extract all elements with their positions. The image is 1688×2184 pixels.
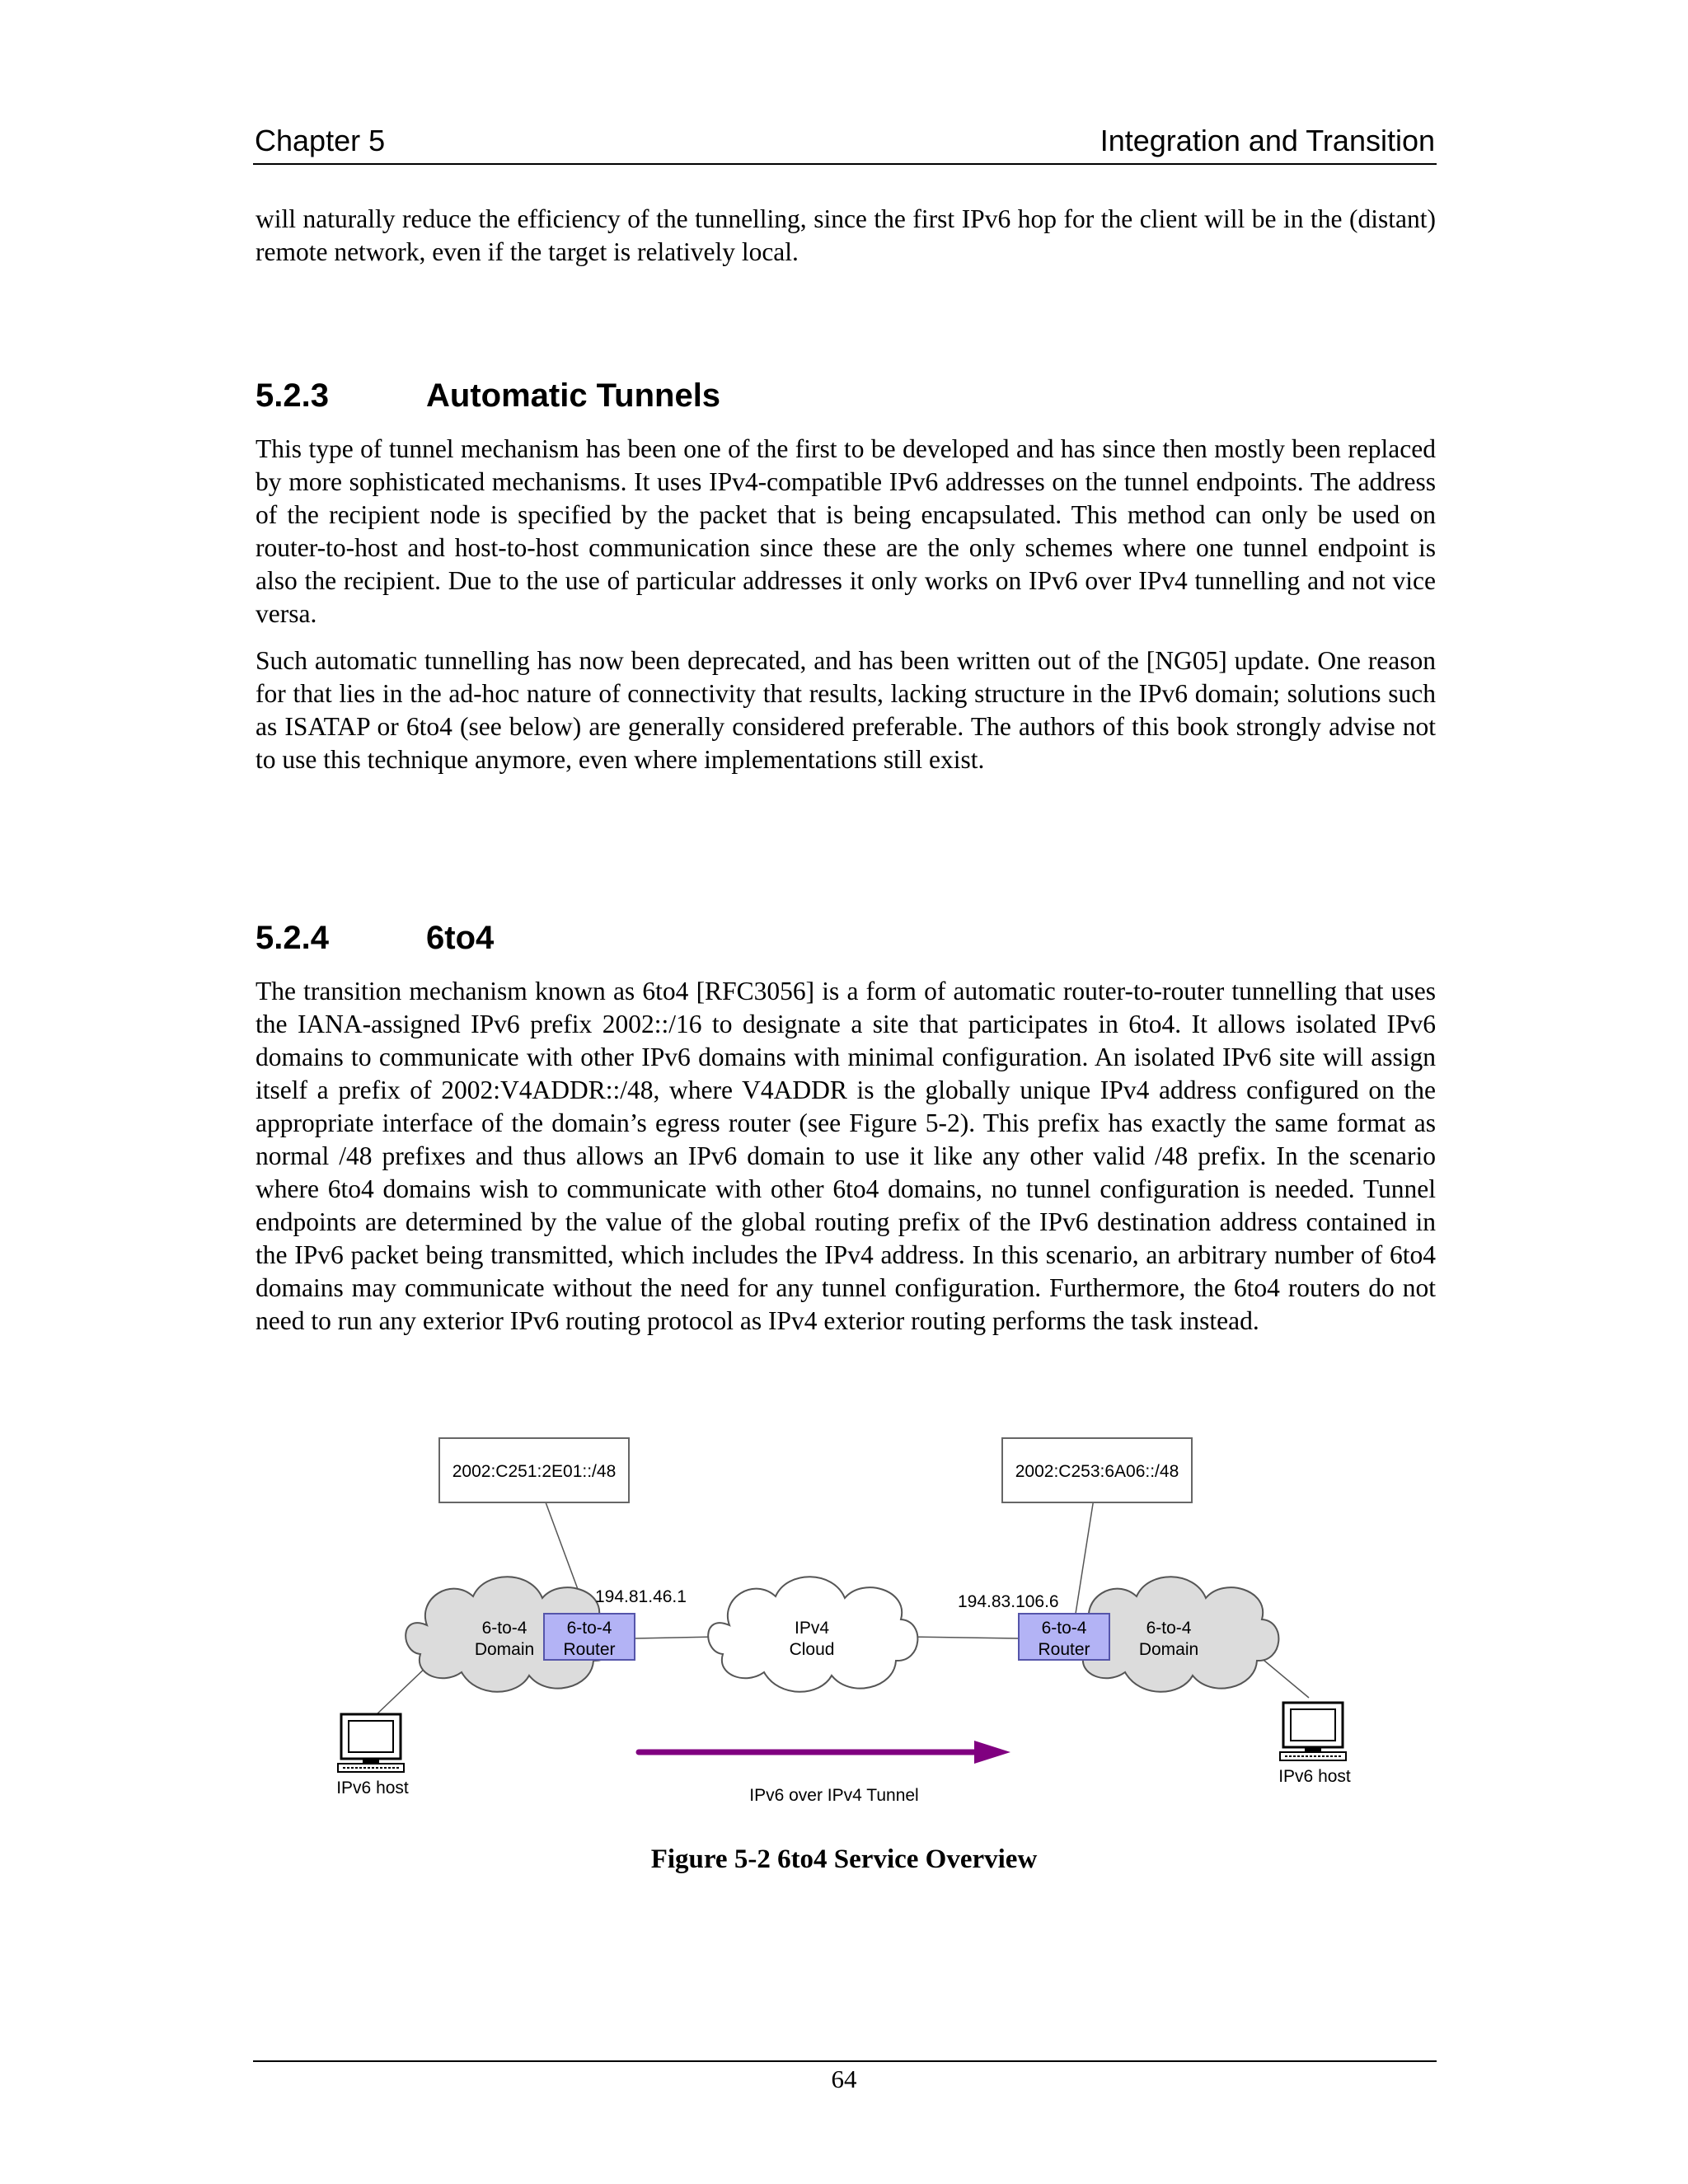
link-host-right	[1259, 1657, 1309, 1698]
page-header	[253, 122, 1437, 165]
ipv4-cloud-line2: Cloud	[789, 1640, 835, 1659]
chapter-title: Integration and Transition	[1100, 124, 1435, 157]
footer-rule	[253, 2060, 1437, 2062]
figure-6to4-diagram	[0, 1418, 1688, 1813]
router-left-ip: 194.81.46.1	[595, 1587, 687, 1606]
paragraph-intro: will naturally reduce the efficiency of the tunnelling, since the first IPv6 hop for the client will be in the (distant) remote network, even if the target is relatively local.	[256, 204, 1436, 266]
domain-right-line2: Domain	[1138, 1640, 1199, 1659]
section-title: 6to4	[426, 920, 495, 956]
link-router-cloud-left	[635, 1637, 717, 1638]
router-left-line1: 6-to-4	[566, 1619, 612, 1638]
figure-caption: Figure 5-2 6to4 Service Overview	[650, 1844, 1038, 1874]
prefix-connector-right	[1076, 1493, 1095, 1614]
computer-icon	[1280, 1703, 1346, 1760]
link-host-left	[375, 1665, 429, 1716]
domain-right-line1: 6-to-4	[1146, 1619, 1192, 1638]
router-right-ip: 194.83.106.6	[958, 1592, 1059, 1611]
domain-left-line2: Domain	[474, 1640, 535, 1659]
arrow-right-icon	[974, 1741, 1010, 1764]
router-left-line2: Router	[563, 1640, 616, 1659]
host-left-label: IPv6 host	[336, 1779, 409, 1797]
computer-icon	[338, 1714, 404, 1772]
paragraph-deprecated: Such automatic tunnelling has now been deprecated, and has been written out of the [NG05] update. One reason for that lies in the ad-hoc nature of connectivity that results, lacking structure in the IPv6 domain; solutions such as ISATAP or 6to4 (see below) are generally considered preferable. The authors of this book strongly advise not to use this technique anymore, even where implementations still exist.	[256, 646, 1436, 774]
host-right-label: IPv6 host	[1278, 1767, 1351, 1786]
page-number: 64	[831, 2064, 857, 2093]
tunnel-label: IPv6 over IPv4 Tunnel	[749, 1786, 919, 1805]
prefix-label-right: 2002:C253:6A06::/48	[1015, 1462, 1179, 1481]
chapter-label: Chapter 5	[255, 124, 386, 157]
paragraph-6to4: The transition mechanism known as 6to4 [RFC3056] is a form of automatic router-to-router tunnelling that uses the IANA-assigned IPv6 prefix 2002::/16 to designate a site that participates in 6to4. It allows isolated IPv6 domains to communicate with other IPv6 domains with minimal configuration. An isolated IPv6 site will assign itself a prefix of 2002:V4ADDR::/48, where V4ADDR is the globally unique IPv4 address configured on the appropriate interface of the domain’s egress router (see Figure 5-2). This prefix has exactly the same format as normal /48 prefixes and thus allows an IPv6 domain to use it like any other valid /48 prefix. In the scenario where 6to4 domains wish to communicate with other 6to4 domains, no tunnel configuration is needed. Tunnel endpoints are determined by the value of the global routing prefix of the IPv6 destination address contained in the IPv6 packet being transmitted, which includes the IPv4 address. In this scenario, an arbitrary number of 6to4 domains may communicate without the need for any tunnel configuration. Furthermore, the 6to4 routers do not need to run any exterior IPv6 routing protocol as IPv4 exterior routing performs the task instead.	[256, 977, 1436, 1335]
ipv4-cloud-line1: IPv4	[794, 1619, 830, 1638]
section-title: Automatic Tunnels	[426, 377, 721, 414]
domain-left-line1: 6-to-4	[481, 1619, 528, 1638]
link-cloud-router-right	[907, 1637, 1019, 1638]
section-number: 5.2.3	[256, 377, 329, 414]
router-right-line2: Router	[1038, 1640, 1090, 1659]
prefix-label-left: 2002:C251:2E01::/48	[452, 1462, 617, 1481]
router-right-line1: 6-to-4	[1041, 1619, 1087, 1638]
section-number: 5.2.4	[256, 920, 329, 956]
paragraph-automatic-tunnels: This type of tunnel mechanism has been one of the first to be developed and has since then mostly been replaced by more sophisticated mechanisms. It uses IPv4-compatible IPv6 addresses on the tunnel endpoints. The address of the recipient node is specified by the packet that is being encapsulated. This method can only be used on router-to-host and host-to-host communication since these are the only schemes where one tunnel endpoint is also the recipient. Due to the use of particular addresses it only works on IPv6 over IPv4 tunnelling and not vice versa.	[256, 434, 1436, 628]
